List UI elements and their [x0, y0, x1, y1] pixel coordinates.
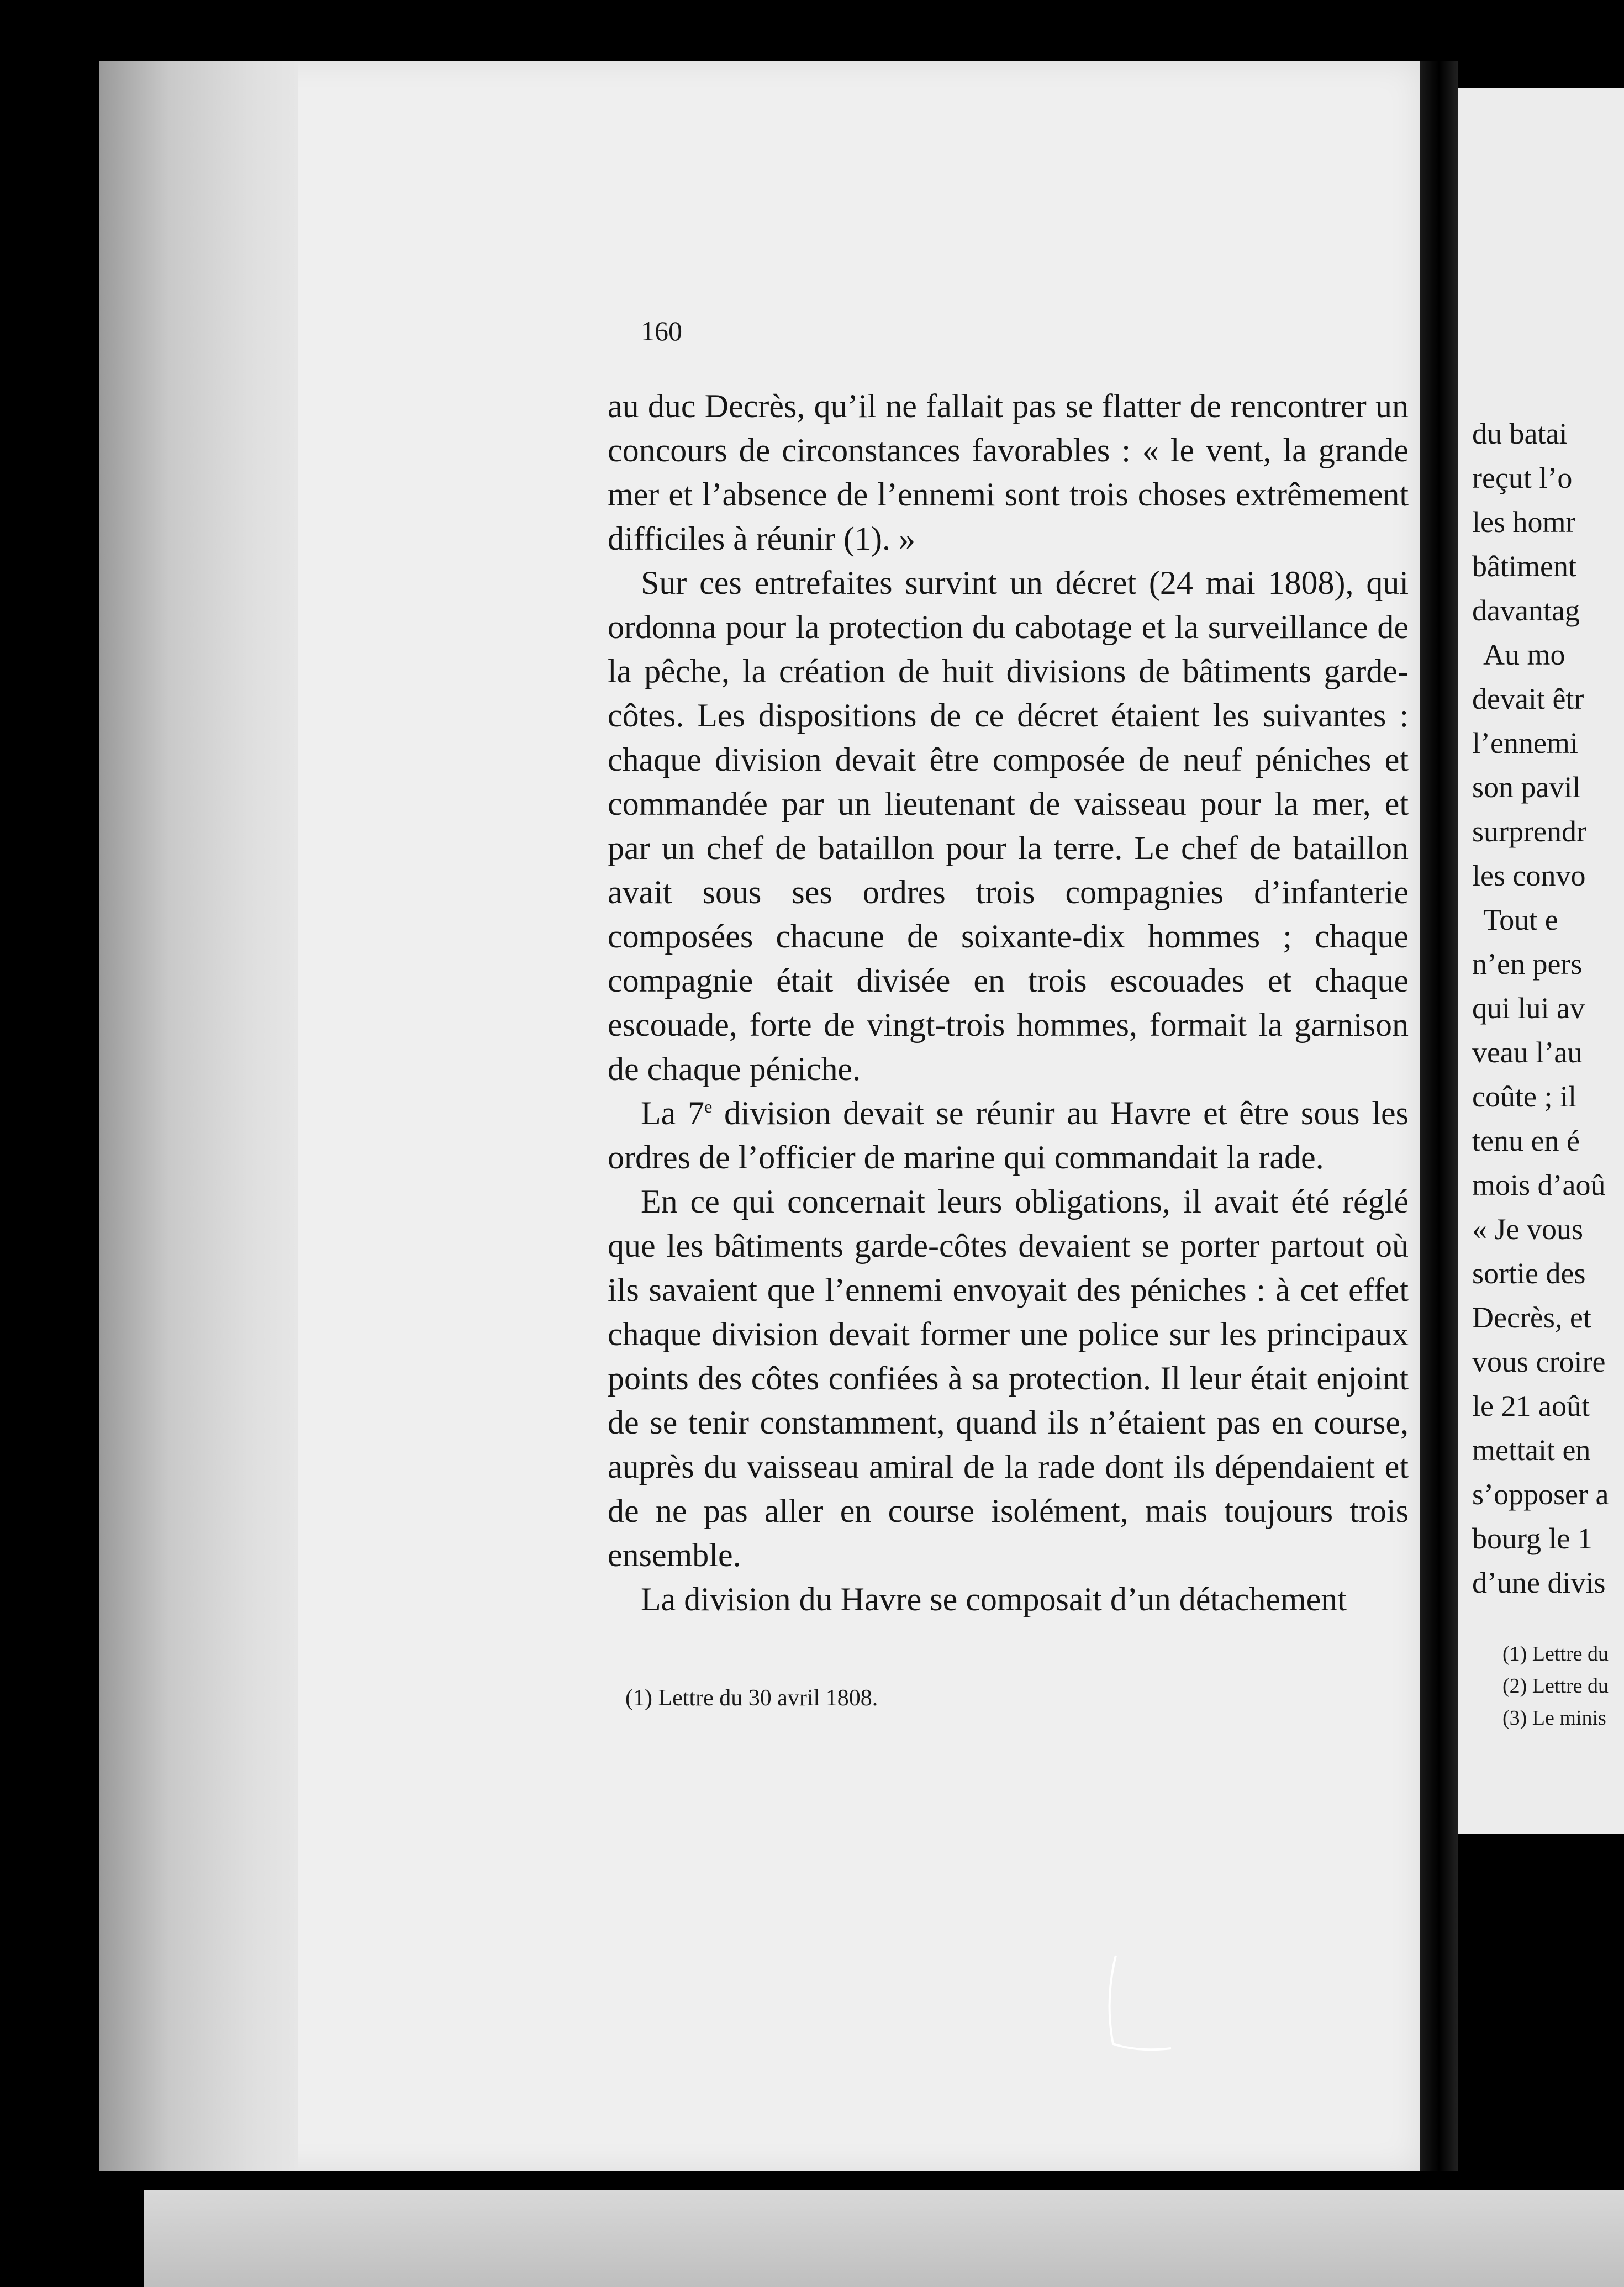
- right-page-line: « Je vous: [1472, 1213, 1583, 1246]
- right-page-line: s’opposer a: [1472, 1478, 1609, 1511]
- paragraph: Sur ces entrefaites survint un décret (24 mai 1808), qui ordonna pour la protection du cabotage et la surveillance de la pêche, la création de huit divisions de bâtiments garde-côtes. Les dispositions de ce décret étaient les suivantes : chaque division devait être composée de neuf péniches et commandée par un lieutenant de vaisseau pour la mer, et par un chef de bataillon pour la terre. Le chef de bataillon avait sous ses ordres trois compagnies d’infanterie composées chacune de soixante-dix hommes ; chaque compagnie était divisée en trois escouades et chaque escouade, forte de vingt-trois hommes, formait la garnison de chaque péniche.: [608, 565, 1409, 1087]
- right-page-line: son pavil: [1472, 771, 1581, 804]
- right-page-line: sortie des: [1472, 1257, 1586, 1290]
- right-page-line: vous croire: [1472, 1345, 1606, 1378]
- paragraph: En ce qui concernait leurs obligations, il avait été réglé que les bâtiments garde-côtes devaient se porter partout où ils savaient que l’ennemi envoyait des péniches : à cet effet chaque division devait former une police sur les principaux points des côtes confiées à sa protection. Il leur était enjoint de se tenir constamment, quand ils n’étaient pas en course, auprès du vaisseau amiral de la rade dont ils dépendaient et de ne pas aller en course isolément, mais toujours trois ensemble.: [608, 1183, 1409, 1573]
- right-page-footnote: (1) Lettre du: [1502, 1642, 1609, 1666]
- right-page-line: davantag: [1472, 594, 1580, 627]
- page-stack-edge: [99, 61, 298, 2171]
- right-page-line: Decrès, et: [1472, 1301, 1591, 1334]
- right-page-footnote: (3) Le minis: [1502, 1706, 1606, 1730]
- right-page-line: du batai: [1472, 417, 1568, 450]
- left-page-body: [608, 384, 1409, 1621]
- right-page-line: surprendr: [1472, 815, 1586, 848]
- right-page-body: [1472, 412, 1624, 1605]
- right-page-line: Tout e: [1483, 903, 1558, 936]
- right-page-footnotes: [1502, 1638, 1624, 1734]
- right-page-line: devait êtr: [1472, 682, 1584, 715]
- pencil-mark: [1099, 1950, 1177, 2061]
- right-page-line: les homr: [1472, 505, 1576, 539]
- right-page-footnote: (2) Lettre du: [1502, 1674, 1609, 1698]
- right-page-line: Au mo: [1483, 638, 1565, 671]
- right-page-line: veau l’au: [1472, 1036, 1583, 1069]
- right-page-line: reçut l’o: [1472, 461, 1573, 494]
- book-gutter: [1420, 61, 1458, 2171]
- footnote: (1) Lettre du 30 avril 1808.: [625, 1685, 878, 1711]
- ordinal-suffix: e: [704, 1097, 713, 1116]
- right-page-line: le 21 août: [1472, 1389, 1590, 1422]
- right-page-line: bâtiment: [1472, 550, 1576, 583]
- right-page-line: bourg le 1: [1472, 1522, 1593, 1555]
- bottom-page-strip: [144, 2190, 1624, 2287]
- right-page-line: d’une divis: [1472, 1566, 1606, 1599]
- right-page-line: tenu en é: [1472, 1124, 1580, 1157]
- paragraph: La division du Havre se composait d’un détachement: [641, 1581, 1347, 1617]
- paragraph-text: division devait se réunir au Havre et être sous les ordres de l’officier de marine qui commandait la rade.: [608, 1095, 1409, 1176]
- division-number: La 7: [641, 1095, 705, 1131]
- paragraph: au duc Decrès, qu’il ne fallait pas se flatter de rencontrer un concours de circonstances favorables : « le vent, la grande mer et l’absence de l’ennemi sont trois choses extrêmement difficiles à réunir (1). »: [608, 388, 1409, 557]
- right-page-line: les convo: [1472, 859, 1586, 892]
- right-page-line: mettait en: [1472, 1434, 1591, 1467]
- right-page-line: l’ennemi: [1472, 726, 1578, 760]
- page-number: 160: [641, 315, 682, 346]
- right-page-line: coûte ; il: [1472, 1080, 1576, 1113]
- right-page-line: qui lui av: [1472, 992, 1585, 1025]
- right-page-line: mois d’aoû: [1472, 1168, 1606, 1202]
- right-page-line: n’en pers: [1472, 947, 1583, 981]
- paragraph: [608, 1091, 1409, 1179]
